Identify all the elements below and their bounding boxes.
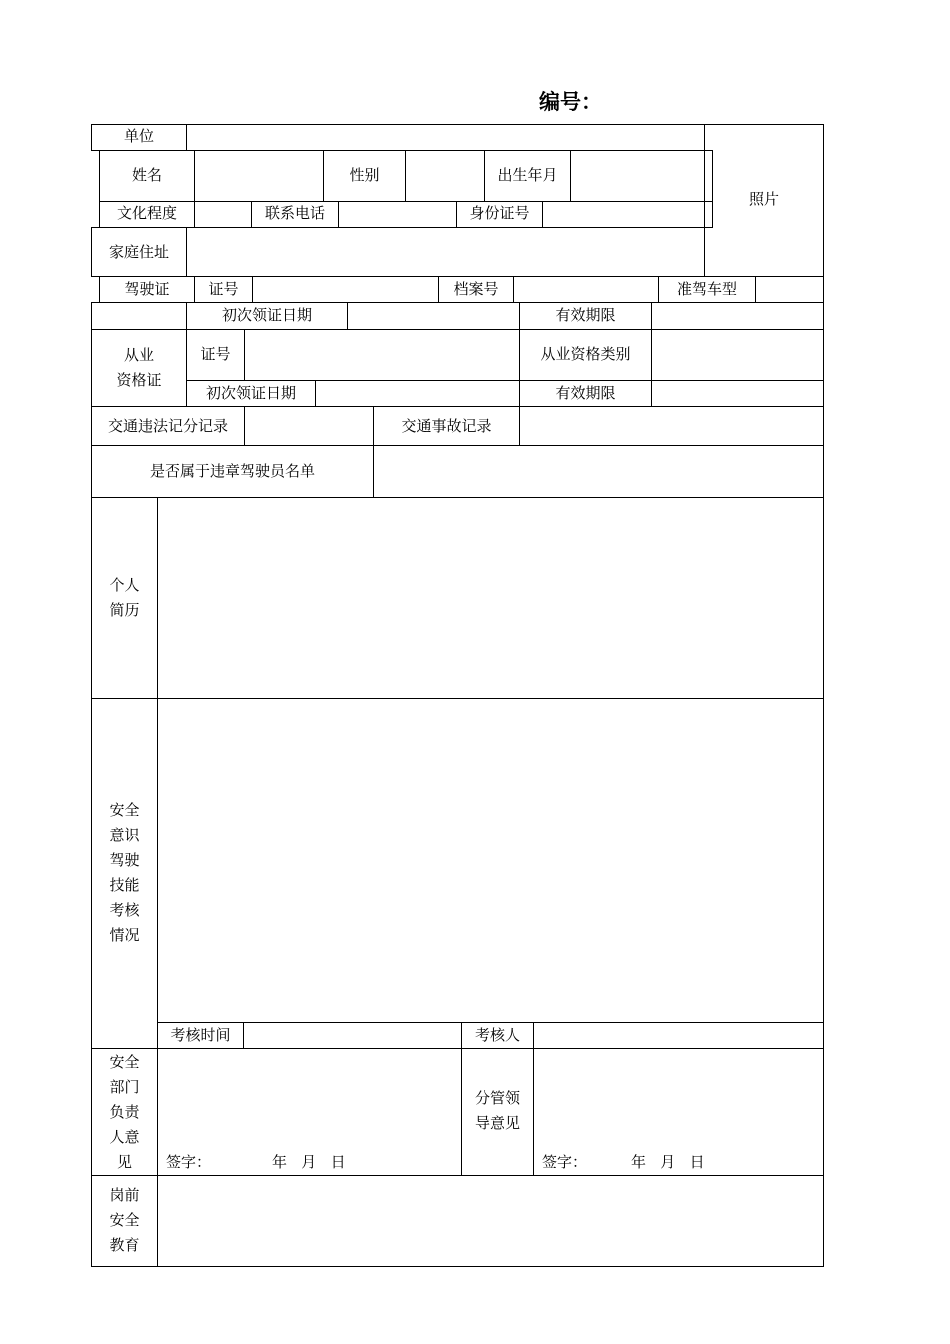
valid-period-value-cell[interactable] bbox=[651, 302, 824, 330]
gender-label: 性别 bbox=[349, 166, 380, 184]
vehicle-class-value-cell[interactable] bbox=[755, 276, 824, 303]
vehicle-class-label: 准驾车型 bbox=[676, 280, 737, 298]
gender-value-cell[interactable] bbox=[405, 150, 485, 202]
file-no-label: 档案号 bbox=[453, 280, 499, 298]
name-label: 姓名 bbox=[131, 166, 162, 184]
illegal-list-label: 是否属于违章驾驶员名单 bbox=[149, 462, 315, 480]
date-label-2: 年 月 日 bbox=[631, 1153, 705, 1171]
qualification-cert-label: 从业 资格证 bbox=[116, 346, 162, 389]
qual-first-issue-label: 初次领证日期 bbox=[205, 384, 296, 402]
file-no-value-cell[interactable] bbox=[513, 276, 659, 303]
accident-value-cell[interactable] bbox=[519, 406, 824, 446]
illegal-list-value-cell[interactable] bbox=[373, 445, 824, 498]
unit-value-cell[interactable] bbox=[186, 124, 705, 151]
address-value-cell[interactable] bbox=[186, 227, 705, 277]
valid-period-label: 有效期限 bbox=[555, 306, 616, 324]
first-issue-label: 初次领证日期 bbox=[221, 306, 312, 324]
license-no-label: 证号 bbox=[208, 280, 239, 298]
qual-cert-no-label: 证号 bbox=[200, 345, 231, 363]
id-number-value-cell[interactable] bbox=[542, 201, 713, 228]
pre-job-training-value-cell[interactable] bbox=[157, 1175, 824, 1267]
violation-value-cell[interactable] bbox=[244, 406, 374, 446]
assess-time-label: 考核时间 bbox=[170, 1026, 231, 1044]
safety-dept-label: 安全 部门 负责 人意 见 bbox=[109, 1053, 140, 1171]
serial-number-label: 编号： bbox=[539, 90, 602, 114]
phone-label: 联系电话 bbox=[264, 204, 325, 222]
first-issue-value-cell[interactable] bbox=[347, 302, 520, 330]
leader-opinion-label: 分管领 导意见 bbox=[474, 1089, 520, 1132]
address-label: 家庭住址 bbox=[108, 243, 169, 261]
sign-label-1: 签字： bbox=[166, 1153, 212, 1171]
accident-label: 交通事故记录 bbox=[401, 417, 492, 435]
assessment-value-cell[interactable] bbox=[157, 698, 824, 1023]
pre-job-training-label: 岗前 安全 教育 bbox=[109, 1186, 140, 1254]
qual-category-label: 从业资格类别 bbox=[540, 345, 631, 363]
id-number-label: 身份证号 bbox=[469, 204, 530, 222]
violation-label: 交通违法记分记录 bbox=[107, 417, 228, 435]
qual-cert-no-value-cell[interactable] bbox=[244, 329, 520, 381]
birth-value-cell[interactable] bbox=[570, 150, 713, 202]
qual-category-value-cell[interactable] bbox=[651, 329, 824, 381]
assessor-label: 考核人 bbox=[474, 1026, 520, 1044]
name-value-cell[interactable] bbox=[194, 150, 324, 202]
assessment-label: 安全 意识 驾驶 技能 考核 情况 bbox=[109, 801, 140, 944]
driver-license-label: 驾驶证 bbox=[124, 280, 170, 298]
sign-label-2: 签字： bbox=[542, 1153, 588, 1171]
qual-valid-period-label: 有效期限 bbox=[555, 384, 616, 402]
phone-value-cell[interactable] bbox=[338, 201, 457, 228]
unit-label: 单位 bbox=[123, 127, 154, 145]
birth-label: 出生年月 bbox=[497, 166, 558, 184]
row6-blank-cell bbox=[91, 302, 187, 330]
resume-label: 个人 简历 bbox=[109, 576, 140, 619]
qual-first-issue-value-cell[interactable] bbox=[315, 380, 520, 407]
resume-value-cell[interactable] bbox=[157, 497, 824, 699]
education-label: 文化程度 bbox=[116, 204, 177, 222]
date-label-1: 年 月 日 bbox=[272, 1153, 346, 1171]
photo-label: 照片 bbox=[748, 190, 779, 208]
license-no-value-cell[interactable] bbox=[252, 276, 439, 303]
assess-time-value-cell[interactable] bbox=[243, 1022, 462, 1049]
education-value-cell[interactable] bbox=[194, 201, 252, 228]
assessor-value-cell[interactable] bbox=[533, 1022, 824, 1049]
qual-valid-period-value-cell[interactable] bbox=[651, 380, 824, 407]
